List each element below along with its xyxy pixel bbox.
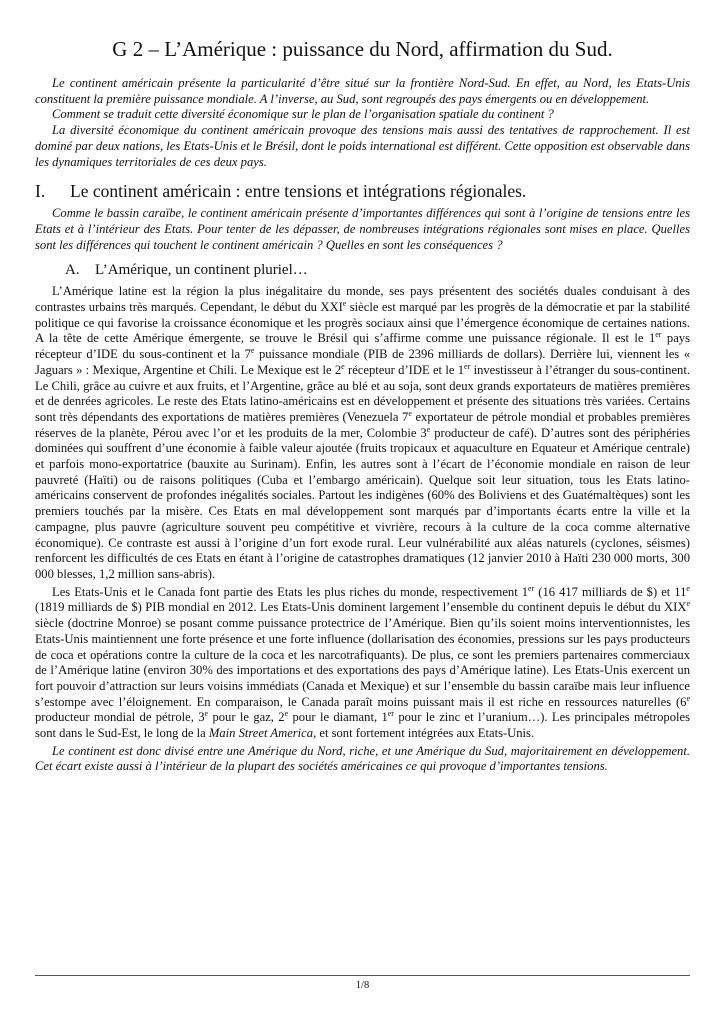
- section-intro: Comme le bassin caraïbe, le continent américain présente d’importantes différences qui sont à l’origine de tensions entre les Etats et à l’intérieur des Etats. Pour tenter de les dépasser, de nombreuses intégrations régionales sont mises en place. Quelles sont les différences qui touchent le continent américain ? Quelles en sont les conséquences ?: [35, 206, 690, 252]
- body-paragraph-north-america: Les Etats-Unis et le Canada font partie des Etats les plus riches du monde, respectivement 1er (16 417 milliards de $) et 11e (1819 milliards de $) PIB mondial en 2012. Les Etats-Unis dominent largement l’ensemble du continent depuis le début du XIXe siècle (doctrine Monroe) se posant comme puissance protectrice de l’Amérique. Bien qu’ils soient moins interventionnistes, les Etats-Unis maintiennent une forte présence et une forte influence (dollarisation des économies, pressions sur les pays producteurs de coca et opérations contre la culture de la coca et les narcotrafiquants). De plus, ce sont les premiers partenaires commerciaux de l’Amérique latine (environ 30% des importations et des exportations des pays d’Amérique latine). Les Etats-Unis exercent un fort pouvoir d’attraction sur leurs voisins immédiats (Canada et Mexique) et sur l’ensemble du bassin caraïbe mais leur influence s’estompe avec l’éloignement. En comparaison, le Canada paraît moins puissant mais il est riche en ressources naturelles (6e producteur mondial de pétrole, 3e pour le gaz, 2e pour le diamant, 1er pour le zinc et l’uranium…). Les principales métropoles sont dans le Sud-Est, le long de la Main Street America, et sont fortement intégrées aux Etats-Unis.: [35, 583, 690, 741]
- intro-question: Comment se traduit cette diversité économique sur le plan de l’organisation spatiale du continent ?: [52, 107, 554, 122]
- intro-paragraph-2: La diversité économique du continent américain provoque des tensions mais aussi des tentatives de rapprochement. Il est dominé par deux nations, les Etats-Unis et le Brésil, dont le poids international est différent. Cette opposition est observable dans les dynamiques territoriales de ces deux pays.: [35, 123, 690, 169]
- footer-divider: [35, 975, 690, 976]
- introduction: [35, 76, 690, 170]
- page-number: 1/8: [355, 980, 370, 991]
- subsection-title: L’Amérique, un continent pluriel…: [95, 262, 308, 279]
- document-page: [35, 0, 690, 775]
- subsection-letter: A.: [65, 262, 80, 279]
- body-paragraph-latin-america: L’Amérique latine est la région la plus inégalitaire du monde, ses pays présentent des sociétés duales conduisant à des contrastes urbains très marqués. Cependant, le début du XXIe siècle est marqué par les progrès de la démocratie et par la stabilité politique ce qui favorise la croissance économique et les progrès sociaux ainsi que l’émergence économique de certaines nations. A la tête de cette Amérique émergente, se trouve le Brésil qui s’affirme comme une puissance régionale. Il est le 1er pays récepteur d’IDE du sous-continent et la 7e puissance mondiale (PIB de 2396 milliards de dollars). Derrière lui, viennent les « Jaguars » : Mexique, Argentine et Chili. Le Mexique est le 2e récepteur d’IDE et le 1er investisseur à l’étranger du sous-continent. Le Chili, grâce au cuivre et aux fruits, et l’Argentine, grâce au blé et au soja, sont deux grands exportateurs de matières premières et de denrées agricoles. Le reste des Etats latino-américains est en développement et présente des situations très variées. Certains sont très dépendants des exportations de matières premières (Venezuela 7e exportateur de pétrole mondial et probables premières réserves de la planète, Pérou avec l’or et les produits de la mer, Colombie 3e producteur de café). D’autres sont des périphéries dominées qui souffrent d’une économie à faible valeur ajoutée (fruits tropicaux et aquaculture en Equateur et Amérique centrale) et parfois mono-exportatrice (bauxite au Surinam). Enfin, les autres sont à l’écart de l’économie mondiale en raison de leur pauvreté (Haïti) ou de raisons politiques (Cuba et l’embargo américain). Quelque soit leur situation, tous les Etats latino-américains conservent de profondes inégalités sociales. Partout les indigènes (60% des Boliviens et des Guatémaltèques) sont les premiers touchés par la misère. Ces Etats en mal développement sont marqués par d’importants écarts entre la ville et la campagne, plus pauvre (agriculture souvent peu compétitive et vivrière, recours à la culture de la coca comme alternative économique). Ce contraste est aussi à l’origine d’un fort exode rural. Leur vulnérabilité aux aléas naturels (cyclones, séismes) renforcent les difficultés de ces Etats en étant à l’origine de catastrophes dramatiques (12 janvier 2010 à Haïti 230 000 morts, 300 000 blesses, 1,2 million sans-abris).: [35, 284, 691, 581]
- section-number: I.: [35, 181, 46, 202]
- section-heading-1: [35, 180, 690, 202]
- intro-paragraph-1: Le continent américain présente la particularité d’être situé sur la frontière Nord-Sud. En effet, au Nord, les Etats-Unis constituent la première puissance mondiale. A l’inverse, au Sud, sont regroupés des pays émergents ou en développement.: [35, 76, 690, 106]
- subsection-conclusion: Le continent est donc divisé entre une Amérique du Nord, riche, et une Amérique du Sud, majoritairement en développement. Cet écart existe aussi à l’intérieur de la plupart des sociétés américaines ce qui provoque d’importantes tensions.: [35, 743, 690, 774]
- page-title: G 2 – L’Amérique : puissance du Nord, affirmation du Sud.: [112, 37, 613, 61]
- section-title: Le continent américain : entre tensions et intégrations régionales.: [70, 181, 527, 202]
- subsection-heading-a: [65, 261, 690, 280]
